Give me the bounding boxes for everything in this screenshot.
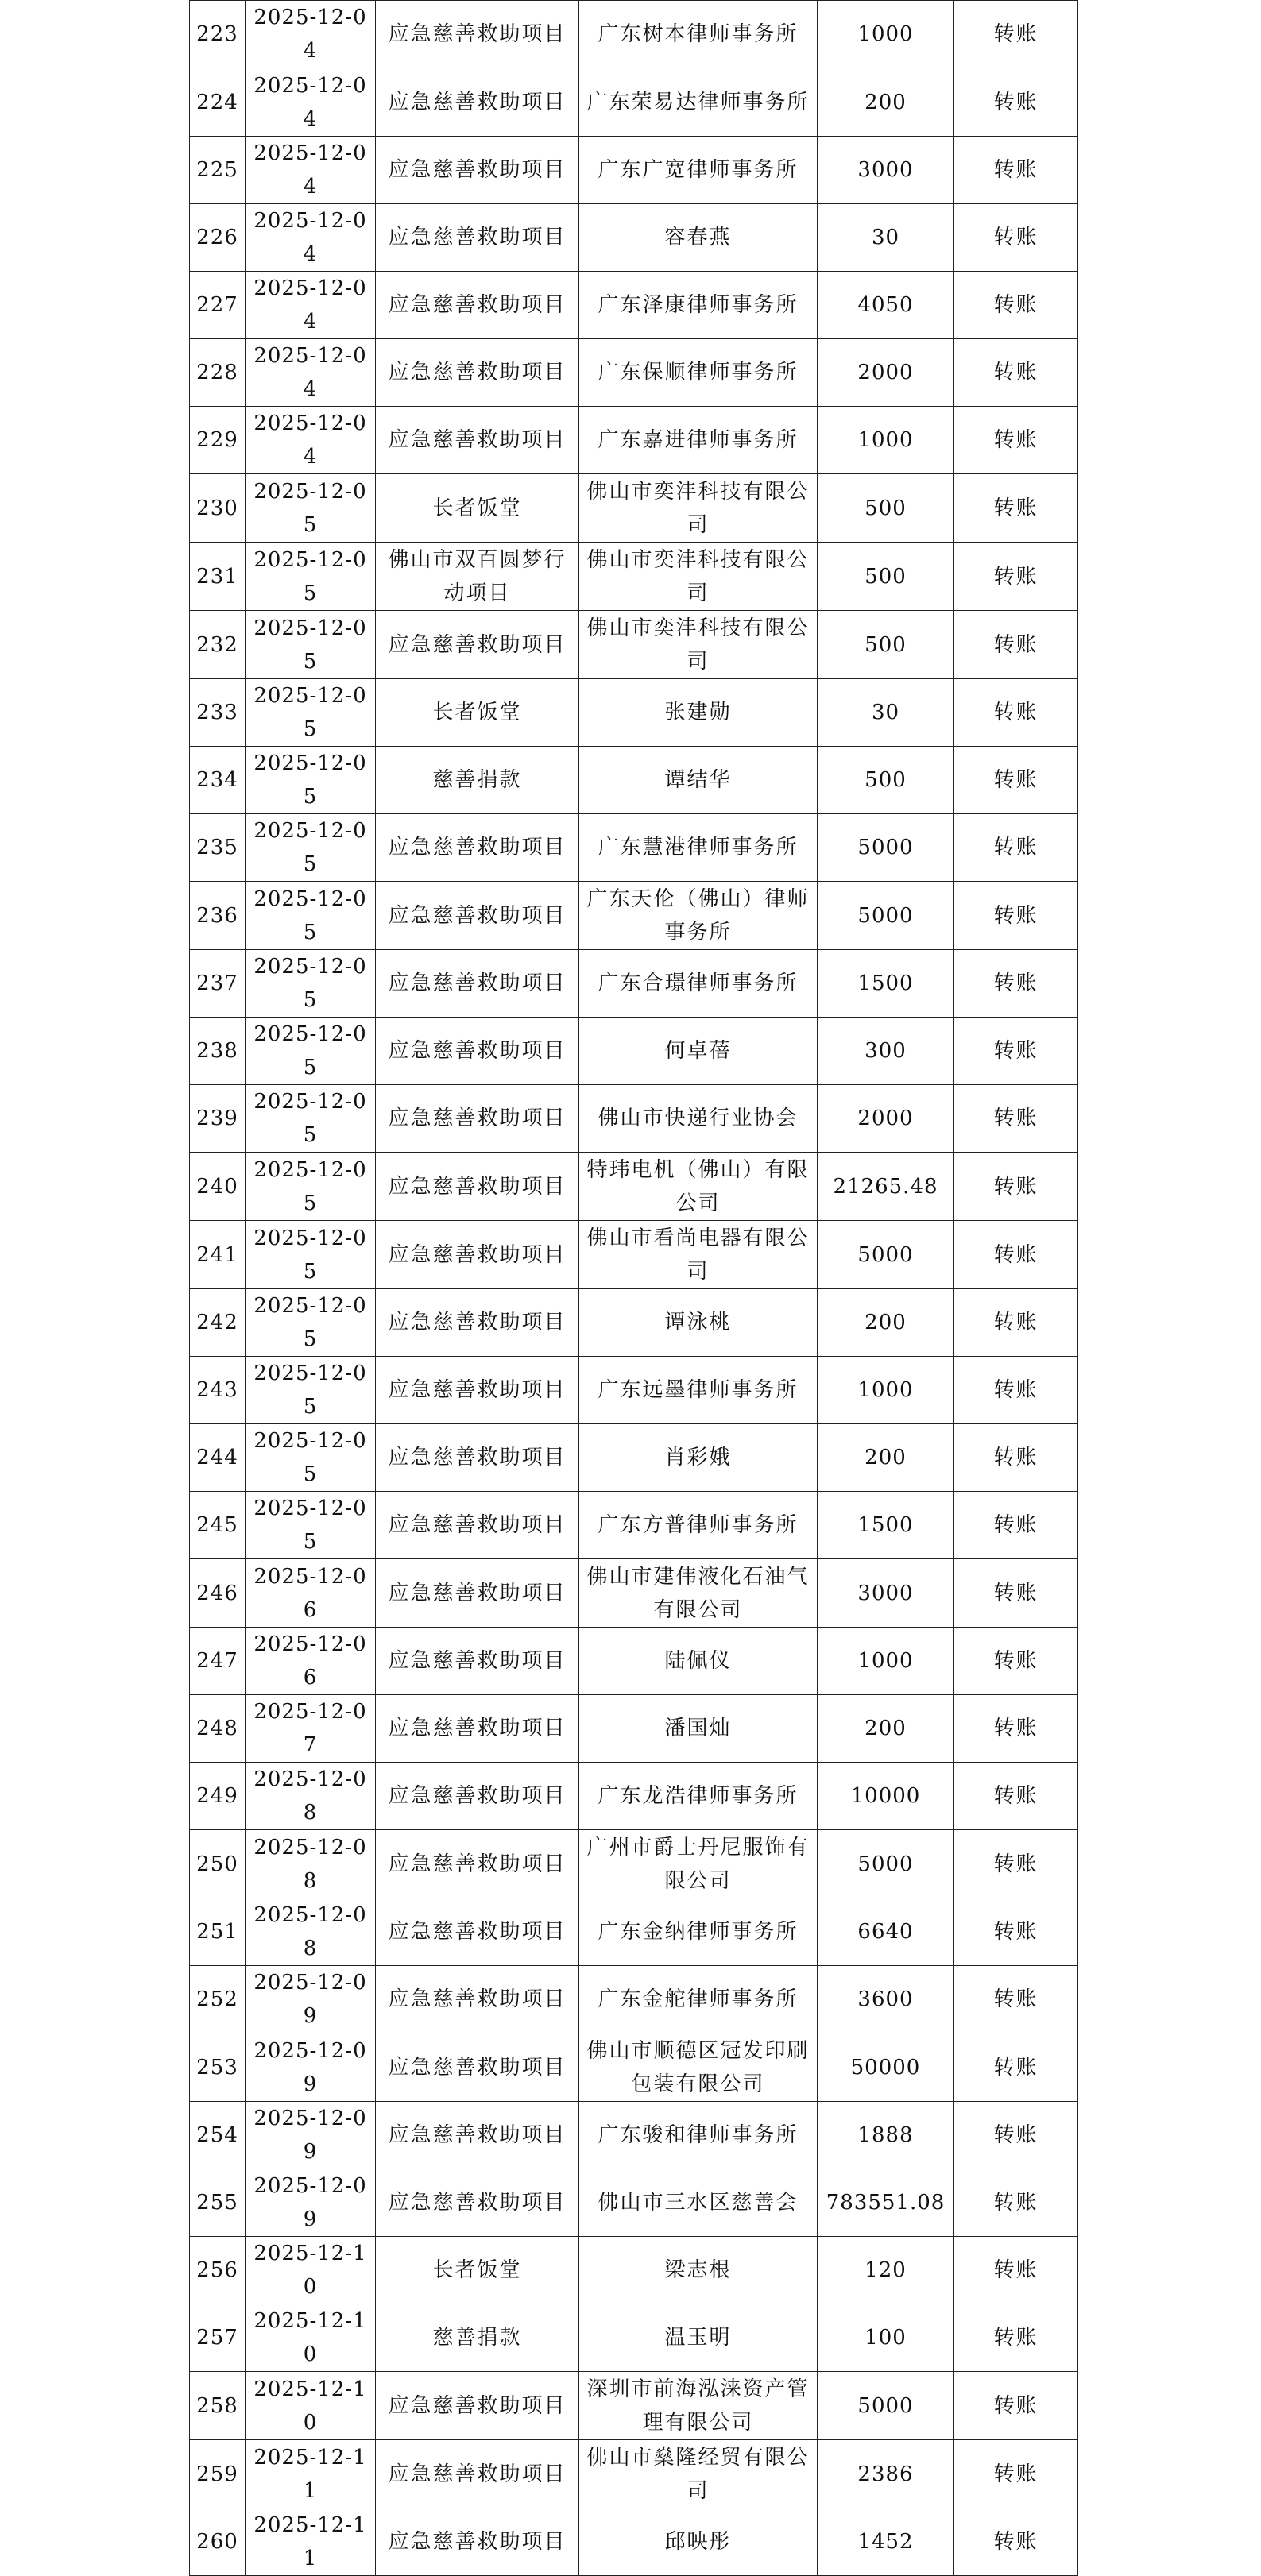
table-row xyxy=(190,611,1078,679)
payment-method: 转账 xyxy=(954,1830,1078,1898)
donation-amount: 3000 xyxy=(818,1559,954,1628)
donation-amount: 2386 xyxy=(818,2440,954,2508)
project-name: 应急慈善救助项目 xyxy=(376,2169,579,2237)
donation-date: 2025-12-05 xyxy=(246,814,376,882)
donor-name: 谭泳桃 xyxy=(579,1289,818,1357)
donation-date: 2025-12-10 xyxy=(246,2237,376,2304)
payment-method: 转账 xyxy=(954,1,1078,68)
row-number: 247 xyxy=(190,1628,246,1695)
row-number: 239 xyxy=(190,1085,246,1153)
project-name: 应急慈善救助项目 xyxy=(376,1221,579,1289)
payment-method: 转账 xyxy=(954,2304,1078,2372)
donation-date: 2025-12-05 xyxy=(246,611,376,679)
payment-method: 转账 xyxy=(954,204,1078,272)
donation-date: 2025-12-05 xyxy=(246,1221,376,1289)
project-name: 应急慈善救助项目 xyxy=(376,882,579,950)
table-row xyxy=(190,2508,1078,2576)
project-name: 应急慈善救助项目 xyxy=(376,1628,579,1695)
table-row xyxy=(190,1628,1078,1695)
donation-amount: 1500 xyxy=(818,950,954,1018)
table-row xyxy=(190,68,1078,137)
payment-method: 转账 xyxy=(954,679,1078,747)
payment-method: 转账 xyxy=(954,1357,1078,1424)
row-number: 243 xyxy=(190,1357,246,1424)
donation-date: 2025-12-09 xyxy=(246,2102,376,2169)
row-number: 244 xyxy=(190,1424,246,1492)
table-row xyxy=(190,137,1078,204)
donor-name: 广东龙浩律师事务所 xyxy=(579,1763,818,1830)
row-number: 251 xyxy=(190,1898,246,1966)
row-number: 231 xyxy=(190,543,246,611)
project-name: 应急慈善救助项目 xyxy=(376,611,579,679)
donor-name: 潘国灿 xyxy=(579,1695,818,1763)
donation-date: 2025-12-08 xyxy=(246,1898,376,1966)
payment-method: 转账 xyxy=(954,2033,1078,2102)
table-row xyxy=(190,1,1078,68)
donation-date: 2025-12-05 xyxy=(246,1289,376,1357)
donation-amount: 4050 xyxy=(818,272,954,339)
payment-method: 转账 xyxy=(954,1763,1078,1830)
payment-method: 转账 xyxy=(954,272,1078,339)
donor-name: 广东远墨律师事务所 xyxy=(579,1357,818,1424)
donation-amount: 200 xyxy=(818,1289,954,1357)
payment-method: 转账 xyxy=(954,1898,1078,1966)
row-number: 257 xyxy=(190,2304,246,2372)
payment-method: 转账 xyxy=(954,1153,1078,1221)
donation-table-body xyxy=(190,1,1078,2576)
table-row xyxy=(190,474,1078,543)
donation-date: 2025-12-06 xyxy=(246,1628,376,1695)
payment-method: 转账 xyxy=(954,2102,1078,2169)
donor-name: 广东荣易达律师事务所 xyxy=(579,68,818,137)
payment-method: 转账 xyxy=(954,2372,1078,2440)
payment-method: 转账 xyxy=(954,407,1078,474)
row-number: 232 xyxy=(190,611,246,679)
payment-method: 转账 xyxy=(954,882,1078,950)
project-name: 长者饭堂 xyxy=(376,474,579,543)
project-name: 应急慈善救助项目 xyxy=(376,950,579,1018)
project-name: 应急慈善救助项目 xyxy=(376,137,579,204)
table-row xyxy=(190,1289,1078,1357)
donation-date: 2025-12-05 xyxy=(246,474,376,543)
donation-date: 2025-12-10 xyxy=(246,2372,376,2440)
payment-method: 转账 xyxy=(954,2169,1078,2237)
row-number: 235 xyxy=(190,814,246,882)
project-name: 应急慈善救助项目 xyxy=(376,2508,579,2576)
donor-name: 广东天伦（佛山）律师事务所 xyxy=(579,882,818,950)
donation-amount: 5000 xyxy=(818,2372,954,2440)
table-row xyxy=(190,679,1078,747)
project-name: 应急慈善救助项目 xyxy=(376,1966,579,2033)
donation-date: 2025-12-05 xyxy=(246,679,376,747)
row-number: 249 xyxy=(190,1763,246,1830)
donor-name: 佛山市奕沣科技有限公司 xyxy=(579,543,818,611)
donation-date: 2025-12-05 xyxy=(246,1153,376,1221)
donation-date: 2025-12-05 xyxy=(246,1424,376,1492)
payment-method: 转账 xyxy=(954,543,1078,611)
payment-method: 转账 xyxy=(954,474,1078,543)
payment-method: 转账 xyxy=(954,1289,1078,1357)
table-row xyxy=(190,2102,1078,2169)
donor-name: 佛山市三水区慈善会 xyxy=(579,2169,818,2237)
donation-date: 2025-12-04 xyxy=(246,1,376,68)
donation-amount: 200 xyxy=(818,1424,954,1492)
project-name: 应急慈善救助项目 xyxy=(376,1018,579,1085)
donation-amount: 500 xyxy=(818,611,954,679)
row-number: 227 xyxy=(190,272,246,339)
project-name: 应急慈善救助项目 xyxy=(376,1289,579,1357)
donation-date: 2025-12-09 xyxy=(246,1966,376,2033)
row-number: 256 xyxy=(190,2237,246,2304)
donation-date: 2025-12-07 xyxy=(246,1695,376,1763)
donation-amount: 30 xyxy=(818,679,954,747)
project-name: 应急慈善救助项目 xyxy=(376,814,579,882)
donation-amount: 1000 xyxy=(818,1628,954,1695)
donation-date: 2025-12-10 xyxy=(246,2304,376,2372)
donor-name: 陆佩仪 xyxy=(579,1628,818,1695)
donation-amount: 5000 xyxy=(818,1221,954,1289)
project-name: 应急慈善救助项目 xyxy=(376,2102,579,2169)
row-number: 223 xyxy=(190,1,246,68)
table-row xyxy=(190,272,1078,339)
donor-name: 佛山市建伟液化石油气有限公司 xyxy=(579,1559,818,1628)
table-row xyxy=(190,2372,1078,2440)
donor-name: 张建勋 xyxy=(579,679,818,747)
row-number: 246 xyxy=(190,1559,246,1628)
table-row xyxy=(190,1830,1078,1898)
table-row xyxy=(190,1085,1078,1153)
table-row xyxy=(190,339,1078,407)
donation-amount: 5000 xyxy=(818,1830,954,1898)
donation-amount: 500 xyxy=(818,543,954,611)
row-number: 238 xyxy=(190,1018,246,1085)
payment-method: 转账 xyxy=(954,1559,1078,1628)
donation-date: 2025-12-08 xyxy=(246,1830,376,1898)
donation-table xyxy=(189,0,1078,2576)
project-name: 应急慈善救助项目 xyxy=(376,1085,579,1153)
project-name: 长者饭堂 xyxy=(376,679,579,747)
donor-name: 广东骏和律师事务所 xyxy=(579,2102,818,2169)
donation-date: 2025-12-11 xyxy=(246,2508,376,2576)
donation-amount: 3600 xyxy=(818,1966,954,2033)
donation-amount: 1000 xyxy=(818,1357,954,1424)
donation-date: 2025-12-05 xyxy=(246,1492,376,1559)
row-number: 236 xyxy=(190,882,246,950)
donor-name: 广东泽康律师事务所 xyxy=(579,272,818,339)
donor-name: 广东方普律师事务所 xyxy=(579,1492,818,1559)
project-name: 应急慈善救助项目 xyxy=(376,1,579,68)
donor-name: 佛山市顺德区冠发印刷包装有限公司 xyxy=(579,2033,818,2102)
payment-method: 转账 xyxy=(954,1424,1078,1492)
table-row xyxy=(190,1221,1078,1289)
row-number: 254 xyxy=(190,2102,246,2169)
row-number: 241 xyxy=(190,1221,246,1289)
donation-amount: 6640 xyxy=(818,1898,954,1966)
row-number: 260 xyxy=(190,2508,246,2576)
donation-date: 2025-12-05 xyxy=(246,882,376,950)
project-name: 长者饭堂 xyxy=(376,2237,579,2304)
donor-name: 广东保顺律师事务所 xyxy=(579,339,818,407)
donation-date: 2025-12-11 xyxy=(246,2440,376,2508)
donor-name: 广东嘉进律师事务所 xyxy=(579,407,818,474)
donation-date: 2025-12-04 xyxy=(246,272,376,339)
table-row xyxy=(190,1018,1078,1085)
donor-name: 特玮电机（佛山）有限公司 xyxy=(579,1153,818,1221)
table-row xyxy=(190,1695,1078,1763)
donation-date: 2025-12-08 xyxy=(246,1763,376,1830)
row-number: 237 xyxy=(190,950,246,1018)
project-name: 应急慈善救助项目 xyxy=(376,2372,579,2440)
donation-amount: 1000 xyxy=(818,1,954,68)
payment-method: 转账 xyxy=(954,2508,1078,2576)
table-row xyxy=(190,1763,1078,1830)
donation-date: 2025-12-05 xyxy=(246,1018,376,1085)
table-row xyxy=(190,814,1078,882)
donation-amount: 1888 xyxy=(818,2102,954,2169)
project-name: 应急慈善救助项目 xyxy=(376,1492,579,1559)
donation-amount: 21265.48 xyxy=(818,1153,954,1221)
donation-amount: 2000 xyxy=(818,339,954,407)
donor-name: 容春燕 xyxy=(579,204,818,272)
table-row xyxy=(190,950,1078,1018)
row-number: 250 xyxy=(190,1830,246,1898)
payment-method: 转账 xyxy=(954,950,1078,1018)
table-row xyxy=(190,543,1078,611)
project-name: 应急慈善救助项目 xyxy=(376,272,579,339)
project-name: 应急慈善救助项目 xyxy=(376,1153,579,1221)
donor-name: 广东慧港律师事务所 xyxy=(579,814,818,882)
row-number: 248 xyxy=(190,1695,246,1763)
donation-amount: 1500 xyxy=(818,1492,954,1559)
donation-amount: 10000 xyxy=(818,1763,954,1830)
table-row xyxy=(190,1559,1078,1628)
donation-date: 2025-12-05 xyxy=(246,543,376,611)
project-name: 应急慈善救助项目 xyxy=(376,339,579,407)
row-number: 259 xyxy=(190,2440,246,2508)
donation-amount: 2000 xyxy=(818,1085,954,1153)
donor-name: 广州市爵士丹尼服饰有限公司 xyxy=(579,1830,818,1898)
project-name: 应急慈善救助项目 xyxy=(376,204,579,272)
donation-date: 2025-12-04 xyxy=(246,339,376,407)
table-row xyxy=(190,1424,1078,1492)
donation-amount: 200 xyxy=(818,68,954,137)
table-row xyxy=(190,2033,1078,2102)
donation-amount: 1452 xyxy=(818,2508,954,2576)
donation-date: 2025-12-05 xyxy=(246,747,376,814)
project-name: 慈善捐款 xyxy=(376,747,579,814)
table-row xyxy=(190,204,1078,272)
donation-amount: 5000 xyxy=(818,882,954,950)
donation-date: 2025-12-09 xyxy=(246,2169,376,2237)
project-name: 应急慈善救助项目 xyxy=(376,407,579,474)
donation-date: 2025-12-04 xyxy=(246,68,376,137)
donation-amount: 500 xyxy=(818,747,954,814)
donor-name: 佛山市燊隆经贸有限公司 xyxy=(579,2440,818,2508)
payment-method: 转账 xyxy=(954,2237,1078,2304)
table-row xyxy=(190,2237,1078,2304)
project-name: 应急慈善救助项目 xyxy=(376,1424,579,1492)
row-number: 230 xyxy=(190,474,246,543)
table-row xyxy=(190,2169,1078,2237)
payment-method: 转账 xyxy=(954,814,1078,882)
donor-name: 梁志根 xyxy=(579,2237,818,2304)
payment-method: 转账 xyxy=(954,137,1078,204)
table-row xyxy=(190,1357,1078,1424)
table-row xyxy=(190,2440,1078,2508)
table-row xyxy=(190,1966,1078,2033)
donor-name: 广东合璟律师事务所 xyxy=(579,950,818,1018)
donor-name: 深圳市前海泓涞资产管理有限公司 xyxy=(579,2372,818,2440)
table-row xyxy=(190,1153,1078,1221)
donation-amount: 50000 xyxy=(818,2033,954,2102)
donor-name: 广东金舵律师事务所 xyxy=(579,1966,818,2033)
donation-amount: 200 xyxy=(818,1695,954,1763)
payment-method: 转账 xyxy=(954,1628,1078,1695)
donation-date: 2025-12-05 xyxy=(246,1085,376,1153)
row-number: 258 xyxy=(190,2372,246,2440)
payment-method: 转账 xyxy=(954,1221,1078,1289)
project-name: 应急慈善救助项目 xyxy=(376,1763,579,1830)
row-number: 253 xyxy=(190,2033,246,2102)
donation-date: 2025-12-09 xyxy=(246,2033,376,2102)
donor-name: 佛山市奕沣科技有限公司 xyxy=(579,611,818,679)
donation-date: 2025-12-04 xyxy=(246,137,376,204)
donor-name: 广东树本律师事务所 xyxy=(579,1,818,68)
table-row xyxy=(190,747,1078,814)
donor-name: 谭结华 xyxy=(579,747,818,814)
donor-name: 何卓蓓 xyxy=(579,1018,818,1085)
table-row xyxy=(190,1492,1078,1559)
table-row xyxy=(190,882,1078,950)
donation-amount: 100 xyxy=(818,2304,954,2372)
payment-method: 转账 xyxy=(954,611,1078,679)
row-number: 240 xyxy=(190,1153,246,1221)
project-name: 应急慈善救助项目 xyxy=(376,1559,579,1628)
donation-amount: 30 xyxy=(818,204,954,272)
donation-date: 2025-12-05 xyxy=(246,950,376,1018)
donation-date: 2025-12-04 xyxy=(246,204,376,272)
donation-amount: 3000 xyxy=(818,137,954,204)
row-number: 229 xyxy=(190,407,246,474)
payment-method: 转账 xyxy=(954,1966,1078,2033)
table-row xyxy=(190,407,1078,474)
project-name: 佛山市双百圆梦行动项目 xyxy=(376,543,579,611)
donor-name: 温玉明 xyxy=(579,2304,818,2372)
donor-name: 广东广宽律师事务所 xyxy=(579,137,818,204)
row-number: 255 xyxy=(190,2169,246,2237)
row-number: 234 xyxy=(190,747,246,814)
donor-name: 佛山市奕沣科技有限公司 xyxy=(579,474,818,543)
row-number: 228 xyxy=(190,339,246,407)
donation-amount: 783551.08 xyxy=(818,2169,954,2237)
donation-amount: 120 xyxy=(818,2237,954,2304)
project-name: 应急慈善救助项目 xyxy=(376,2033,579,2102)
donation-amount: 1000 xyxy=(818,407,954,474)
donation-amount: 300 xyxy=(818,1018,954,1085)
row-number: 245 xyxy=(190,1492,246,1559)
row-number: 252 xyxy=(190,1966,246,2033)
table-row xyxy=(190,2304,1078,2372)
row-number: 242 xyxy=(190,1289,246,1357)
donation-amount: 5000 xyxy=(818,814,954,882)
row-number: 233 xyxy=(190,679,246,747)
donor-name: 佛山市看尚电器有限公司 xyxy=(579,1221,818,1289)
donor-name: 肖彩娥 xyxy=(579,1424,818,1492)
donor-name: 邱映彤 xyxy=(579,2508,818,2576)
donor-name: 广东金纳律师事务所 xyxy=(579,1898,818,1966)
project-name: 应急慈善救助项目 xyxy=(376,1830,579,1898)
payment-method: 转账 xyxy=(954,1085,1078,1153)
payment-method: 转账 xyxy=(954,339,1078,407)
project-name: 慈善捐款 xyxy=(376,2304,579,2372)
project-name: 应急慈善救助项目 xyxy=(376,1695,579,1763)
project-name: 应急慈善救助项目 xyxy=(376,1357,579,1424)
project-name: 应急慈善救助项目 xyxy=(376,68,579,137)
donation-date: 2025-12-06 xyxy=(246,1559,376,1628)
payment-method: 转账 xyxy=(954,1018,1078,1085)
payment-method: 转账 xyxy=(954,747,1078,814)
payment-method: 转账 xyxy=(954,2440,1078,2508)
project-name: 应急慈善救助项目 xyxy=(376,1898,579,1966)
row-number: 224 xyxy=(190,68,246,137)
project-name: 应急慈善救助项目 xyxy=(376,2440,579,2508)
row-number: 225 xyxy=(190,137,246,204)
donation-amount: 500 xyxy=(818,474,954,543)
donation-date: 2025-12-04 xyxy=(246,407,376,474)
payment-method: 转账 xyxy=(954,68,1078,137)
payment-method: 转账 xyxy=(954,1695,1078,1763)
donation-date: 2025-12-05 xyxy=(246,1357,376,1424)
row-number: 226 xyxy=(190,204,246,272)
donor-name: 佛山市快递行业协会 xyxy=(579,1085,818,1153)
payment-method: 转账 xyxy=(954,1492,1078,1559)
table-row xyxy=(190,1898,1078,1966)
